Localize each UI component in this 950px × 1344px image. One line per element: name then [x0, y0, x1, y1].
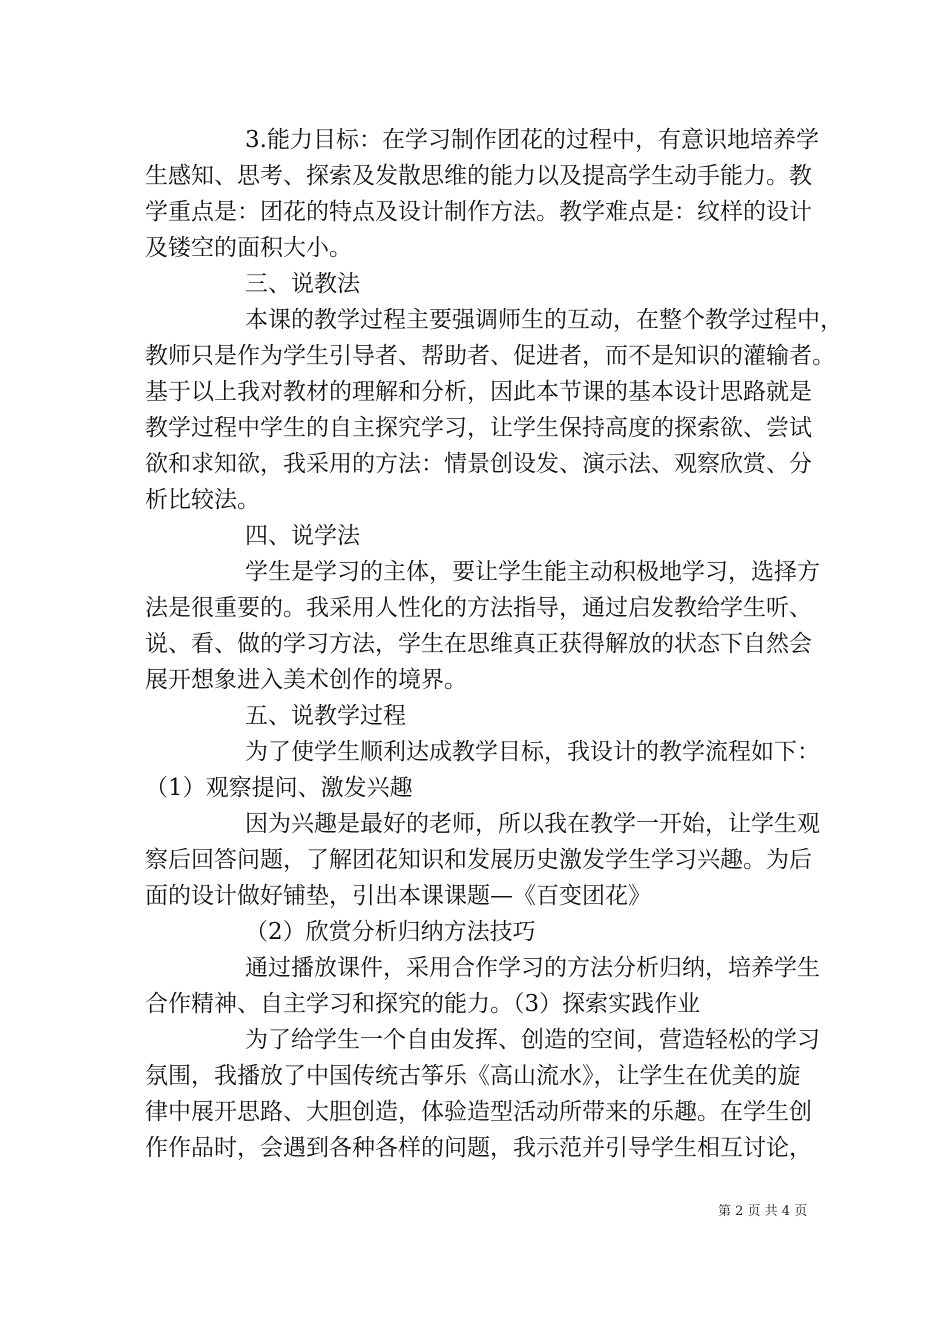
text-line-10: 欲和求知欲，我采用的方法：情景创设发、演示法、观察欣赏、分	[145, 451, 812, 477]
text-line-1: 3.能力目标：在学习制作团花的过程中，有意识地培养学	[245, 127, 819, 153]
text-line-29: 作作品时，会遇到各种各样的问题，我示范并引导学生相互讨论，	[145, 1135, 812, 1161]
text-line-26: 为了给学生一个自由发挥、创造的空间，营造轻松的学习	[245, 1027, 820, 1053]
text-line-9: 教学过程中学生的自主探究学习，让学生保持高度的探索欲、尝试	[145, 415, 812, 441]
text-line-24: 通过播放课件，采用合作学习的方法分析归纳，培养学生	[245, 955, 820, 981]
section-heading-3: 三、说教法	[245, 271, 360, 297]
text-line-15: 说、看、做的学习方法，学生在思维真正获得解放的状态下自然会	[145, 631, 812, 657]
text-line-13: 学生是学习的主体，要让学生能主动积极地学习，选择方	[245, 559, 820, 585]
text-line-2: 生感知、思考、探索及发散思维的能力以及提高学生动手能力。教	[145, 163, 812, 189]
page-number-footer: 第 2 页 共 4 页	[718, 1204, 808, 1219]
text-line-4: 及镂空的面积大小。	[145, 235, 352, 261]
text-line-20: 因为兴趣是最好的老师，所以我在教学一开始，让学生观	[245, 811, 820, 837]
sub-heading-1: （1）观察提问、激发兴趣	[145, 775, 413, 801]
text-line-22: 面的设计做好铺垫，引出本课课题—《百变团花》	[145, 883, 651, 909]
section-heading-5: 五、说教学过程	[245, 703, 406, 729]
text-line-11: 析比较法。	[145, 487, 260, 513]
text-line-27: 氛围，我播放了中国传统古筝乐《高山流水》，让学生在优美的旋	[145, 1063, 801, 1089]
text-line-8: 基于以上我对教材的理解和分析，因此本节课的基本设计思路就是	[145, 379, 812, 405]
text-line-25: 合作精神、自主学习和探究的能力。（3）探索实践作业	[145, 991, 701, 1017]
text-line-16: 展开想象进入美术创作的境界。	[145, 667, 467, 693]
text-line-21: 察后回答问题，了解团花知识和发展历史激发学生学习兴趣。为后	[145, 847, 812, 873]
text-line-6: 本课的教学过程主要强调师生的互动，在整个教学过程中，	[245, 307, 843, 333]
text-line-28: 律中展开思路、大胆创造，体验造型活动所带来的乐趣。在学生创	[145, 1099, 812, 1125]
text-line-7: 教师只是作为学生引导者、帮助者、促进者，而不是知识的灌输者。	[145, 343, 835, 369]
text-line-18: 为了使学生顺利达成教学目标，我设计的教学流程如下：	[245, 739, 820, 765]
sub-heading-2: （2）欣赏分析归纳方法技巧	[245, 919, 536, 945]
text-line-14: 法是很重要的。我采用人性化的方法指导，通过启发教给学生听、	[145, 595, 812, 621]
section-heading-4: 四、说学法	[245, 523, 360, 549]
text-line-3: 学重点是：团花的特点及设计制作方法。教学难点是：纹样的设计	[145, 199, 812, 225]
